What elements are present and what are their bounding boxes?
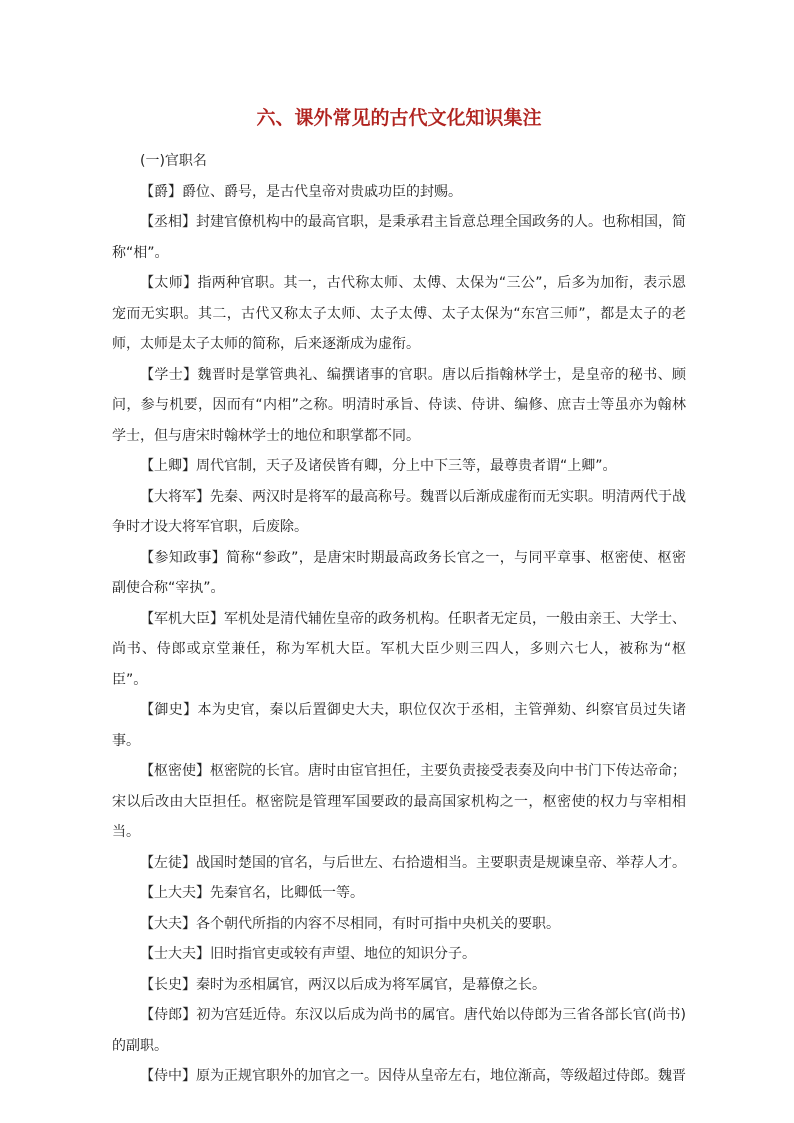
entry-paragraph — [112, 1000, 686, 1061]
entry-term: 【枢密使】 — [140, 763, 210, 779]
entry-paragraph — [112, 909, 686, 940]
entry-term: 【御史】 — [140, 702, 198, 718]
entry-term: 【上卿】 — [140, 458, 196, 474]
entry-text: 初为宫廷近侍。东汉以后成为尚书的属官。唐代始以侍郎为三省各部长官(尚书)的副职。 — [112, 1007, 687, 1054]
entry-term: 【上大夫】 — [140, 885, 210, 901]
entry-text: 枢密院的长官。唐时由宦官担任，主要负责接受表奏及向中书门下传达帝命；宋以后改由大臣担任。枢密院是管理军国要政的最高国家机构之一，枢密使的权力与宰相相当。 — [112, 763, 686, 840]
entry-text: 先秦、两汉时是将军的最高称号。魏晋以后渐成虚衔而无实职。明清两代于战争时才设大将军官职，后废除。 — [112, 488, 686, 535]
entry-term: 【侍郎】 — [140, 1007, 197, 1023]
entry-text: 各个朝代所指的内容不尽相同，有时可指中央机关的要职。 — [196, 915, 560, 932]
entry-term: 【士大夫】 — [140, 946, 210, 962]
entry-term: 【爵】 — [140, 183, 182, 200]
entry-term: 【大夫】 — [140, 915, 196, 932]
entry-text: 魏晋时是掌管典礼、编撰诸事的官职。唐以后指翰林学士，是皇帝的秘书、顾问，参与机要，因而有“内相”之称。明清时承旨、侍读、侍讲、编修、庶吉士等虽亦为翰林学士，但与唐宋时翰林学士的地位和职掌都不同。 — [112, 366, 687, 444]
entry-text: 原为正规官职外的加官之一。因侍从皇帝左右，地位渐高，等级超过侍郎。魏晋 — [196, 1068, 686, 1084]
entry-paragraph — [112, 177, 686, 208]
section-heading: (一)官职名 — [140, 153, 207, 169]
entry-text: 简称“参政”，是唐宋时期最高政务长官之一，与同平章事、枢密使、枢密副使合称“宰执”。 — [112, 549, 686, 596]
entry-term: 【大将军】 — [140, 488, 210, 505]
entry-paragraph — [112, 756, 686, 848]
entry-paragraph — [112, 848, 686, 879]
entry-paragraph — [112, 451, 686, 482]
entry-paragraph — [112, 970, 686, 1001]
entry-paragraph — [112, 939, 686, 970]
entry-text: 周代官制，天子及诸侯皆有卿，分上中下三等，最尊贵者谓“上卿”。 — [196, 458, 617, 474]
entry-text: 旧时指官吏或较有声望、地位的知识分子。 — [210, 946, 476, 962]
entry-term: 【太师】 — [140, 275, 198, 291]
entry-term: 【侍中】 — [140, 1068, 196, 1084]
entry-term: 【参知政事】 — [140, 549, 227, 566]
entry-paragraph — [112, 360, 686, 452]
entry-text: 爵位、爵号，是古代皇帝对贵戚功臣的封赐。 — [182, 183, 462, 200]
entry-paragraph — [112, 604, 686, 696]
entry-text: 秦时为丞相属官，两汉以后成为将军属官，是幕僚之长。 — [196, 976, 546, 993]
entry-paragraph — [112, 543, 686, 604]
entry-text: 军机处是清代辅佐皇帝的政务机构。任职者无定员，一般由亲王、大学士、尚书、侍郎或京堂兼任，称为军机大臣。军机大臣少则三四人，多则六七人，被称为“枢臣”。 — [112, 610, 686, 688]
entry-text: 封建官僚机构中的最高官职，是秉承君主旨意总理全国政务的人。也称相国，简称“相”。 — [112, 214, 686, 261]
entry-term: 【长史】 — [140, 976, 196, 993]
entry-paragraph — [112, 695, 686, 756]
entry-term: 【丞相】 — [140, 214, 196, 230]
entry-term: 【军机大臣】 — [140, 610, 224, 627]
page-title: 六、课外常见的古代文化知识集注 — [256, 107, 542, 129]
entry-text: 本为史官，秦以后置御史大夫，职位仅次于丞相，主管弹劾、纠察官员过失诸事。 — [112, 702, 687, 749]
entry-paragraph — [112, 1061, 686, 1092]
entry-text: 先秦官名，比卿低一等。 — [210, 885, 364, 901]
entry-paragraph — [112, 482, 686, 543]
entry-term: 【学士】 — [140, 366, 198, 383]
entry-paragraph — [112, 207, 686, 268]
entry-text: 指两种官职。其一，古代称太师、太傅、太保为“三公”，后多为加衔，表示恩宠而无实职。其二，古代又称太子太师、太子太傅、太子太保为“东宫三师”，都是太子的老师，太师是太子太师的简称，后来逐渐成为虚衔。 — [112, 275, 686, 352]
entry-term: 【左徒】 — [140, 854, 196, 871]
entry-text: 战国时楚国的官名，与后世左、右拾遗相当。主要职责是规谏皇帝、举荐人才。 — [196, 854, 686, 871]
document-body — [112, 104, 686, 1092]
entry-paragraph — [112, 268, 686, 360]
entry-list — [112, 177, 686, 1092]
entry-paragraph — [112, 878, 686, 909]
